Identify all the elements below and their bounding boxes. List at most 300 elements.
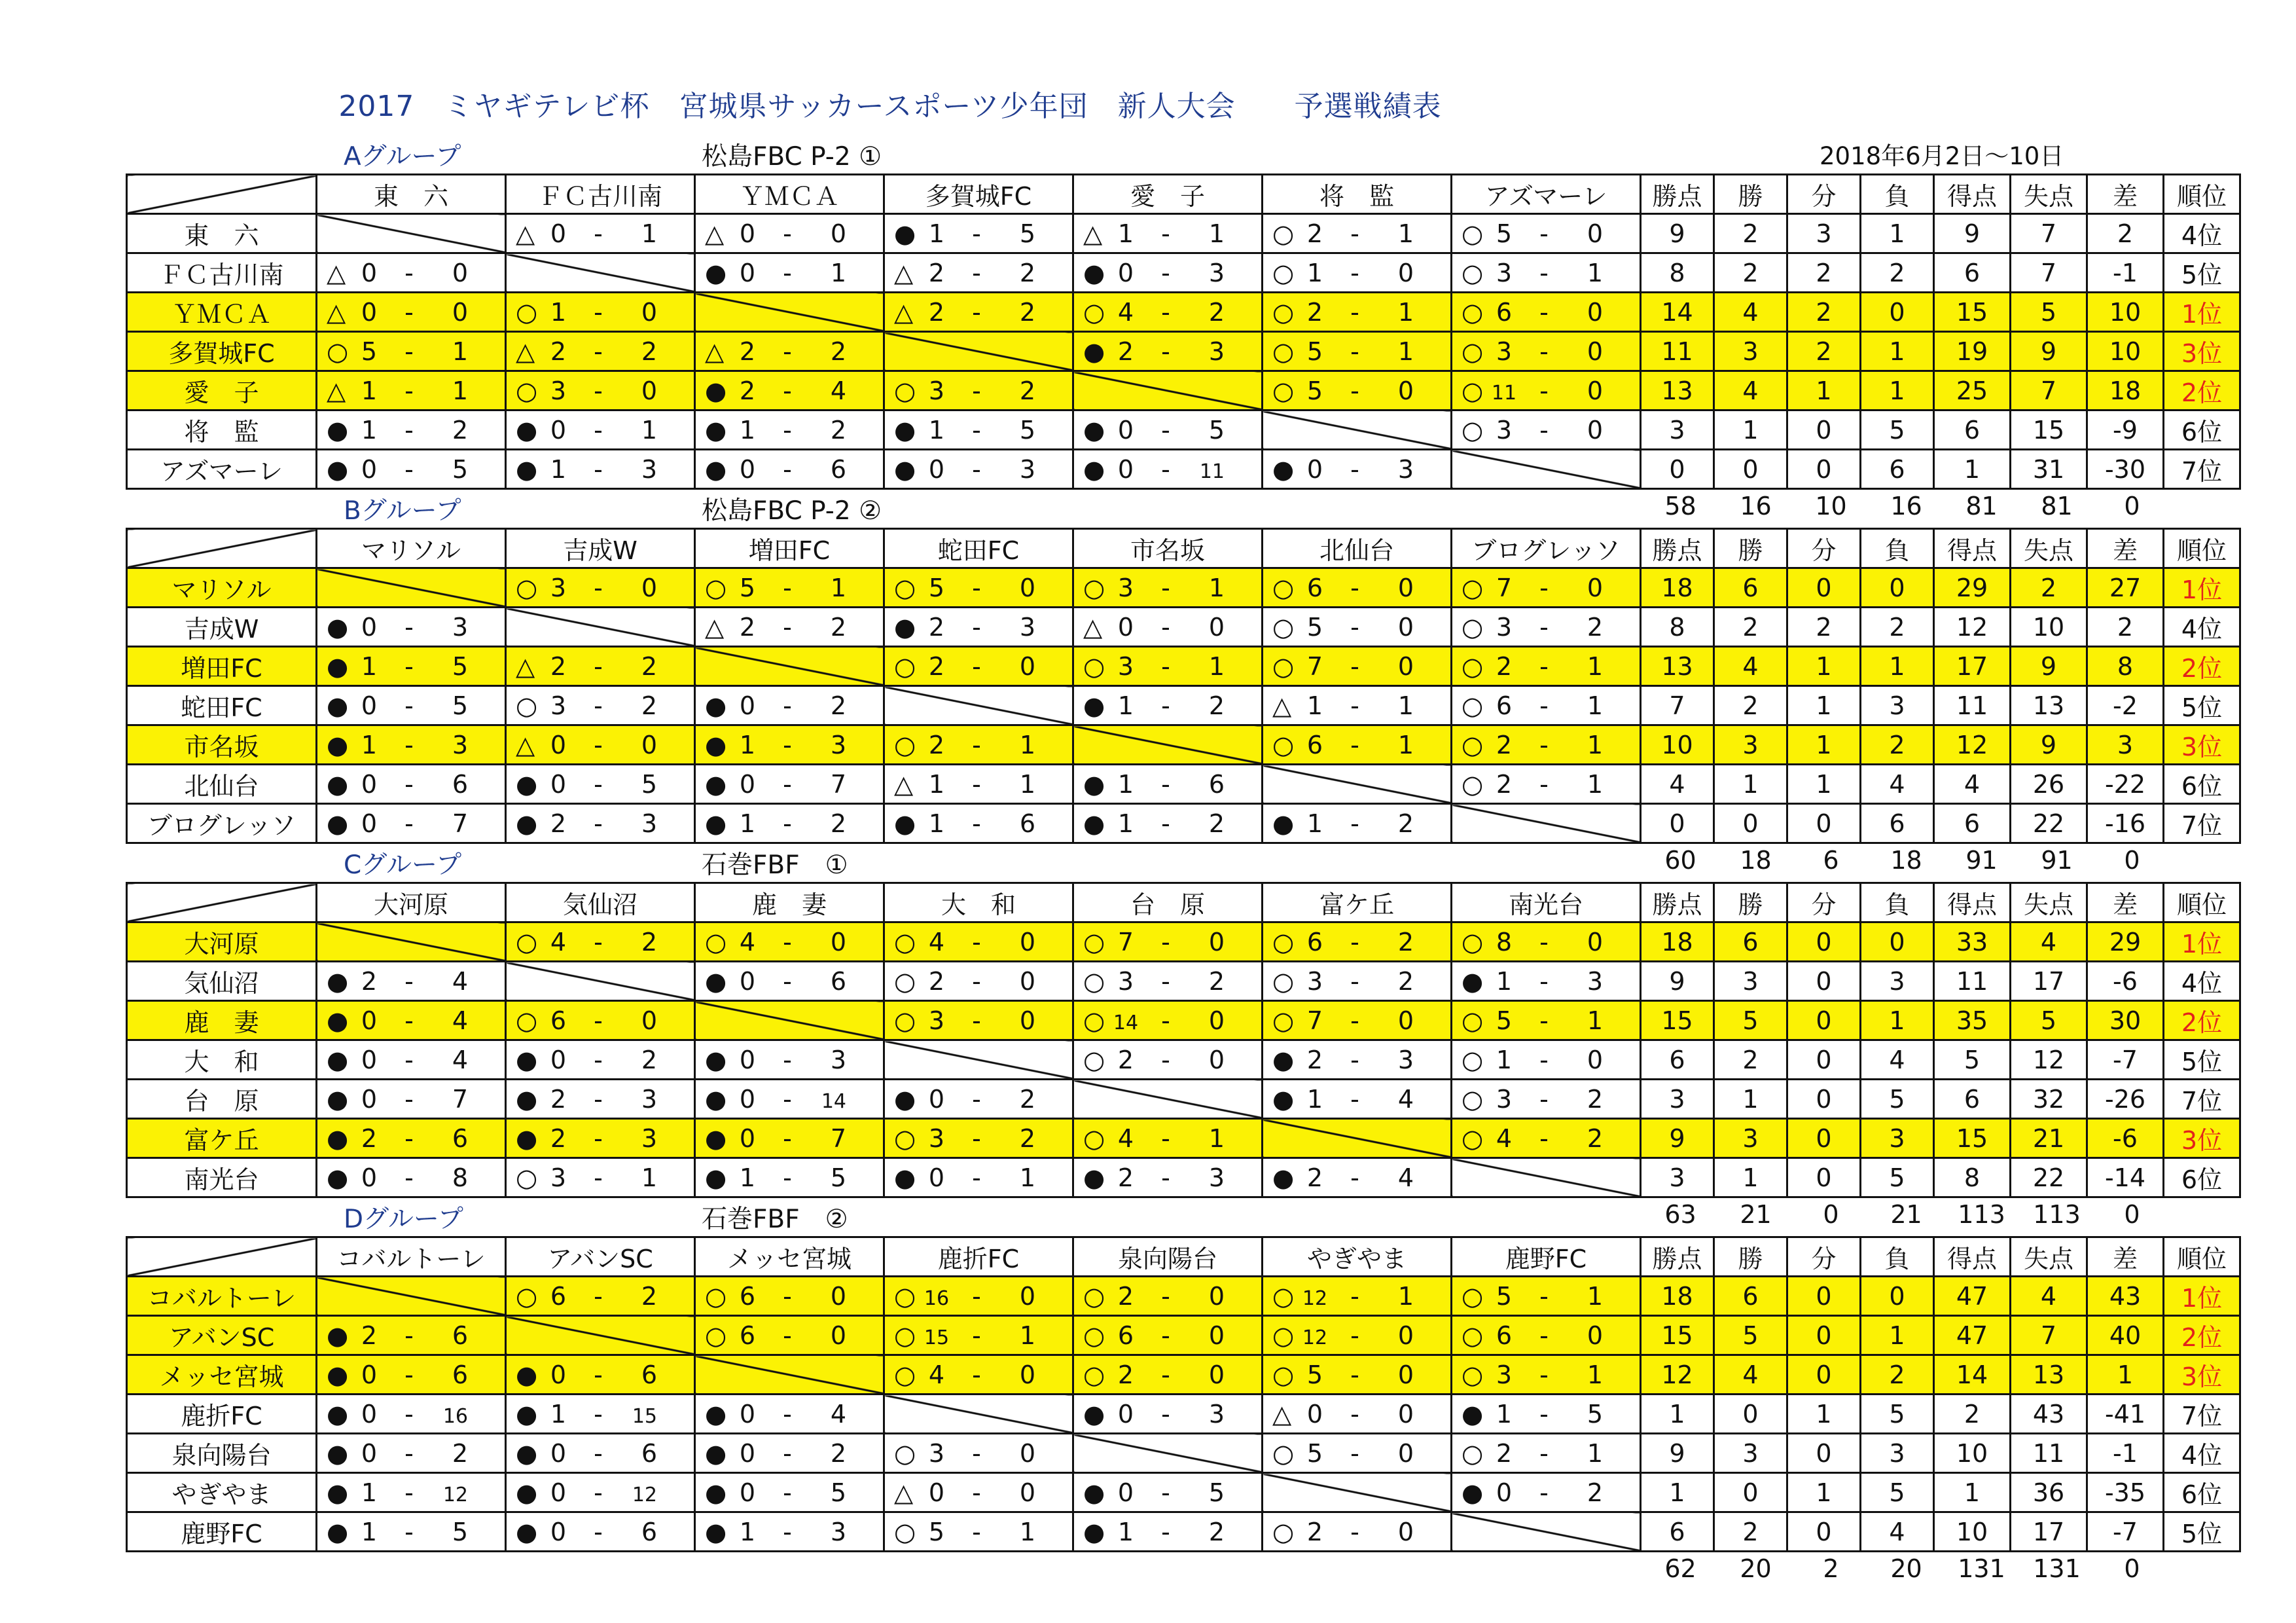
goals-for: 1 (928, 769, 945, 799)
goals-against: 2 (1208, 297, 1225, 327)
goals-against: 5 (452, 691, 468, 720)
goals-against: 6 (452, 1123, 468, 1153)
match-result (317, 371, 506, 410)
rank-cell: 1位 (2164, 293, 2240, 332)
result-mark: ○ (1272, 927, 1295, 957)
stat-cell: 12 (1934, 725, 2011, 765)
goals-for: 1 (1117, 809, 1134, 838)
goals-for: 6 (739, 1321, 756, 1350)
match-result (506, 686, 695, 725)
row-team-name: 大河原 (127, 922, 317, 962)
result-mark: ● (705, 691, 727, 720)
table-row (127, 1277, 2240, 1316)
score-dash: - (972, 1478, 981, 1507)
stat-cell: 8 (1641, 608, 1714, 647)
table-row (127, 253, 2240, 293)
goals-against: 2 (1208, 691, 1225, 720)
goals-for: 0 (550, 219, 567, 248)
stat-header: 差 (2087, 175, 2164, 214)
group-venue: 松島FBC P-2 ① (702, 142, 882, 172)
goals-for: 0 (739, 219, 756, 248)
goals-for: 6 (1496, 297, 1513, 327)
result-mark: ● (705, 454, 727, 484)
self-match-cell (1263, 410, 1452, 450)
result-mark: ○ (1462, 258, 1484, 287)
goals-against: 12 (632, 1483, 657, 1506)
stat-header: 失点 (2011, 883, 2087, 922)
match-result (317, 332, 506, 371)
goals-for: 5 (1496, 219, 1513, 248)
score-dash: - (783, 1438, 792, 1468)
rank-cell: 2位 (2164, 1001, 2240, 1040)
goals-against: 1 (1019, 730, 1035, 759)
stat-cell: -7 (2087, 1512, 2164, 1552)
stat-cell: -7 (2087, 1040, 2164, 1080)
row-team-name: やぎやま (127, 1473, 317, 1512)
result-mark: ● (1083, 691, 1105, 720)
match-result (695, 1040, 884, 1080)
goals-for: 3 (1117, 573, 1134, 602)
score-dash: - (404, 1045, 414, 1074)
stat-cell: 0 (1787, 804, 1861, 843)
group-name: Cグループ (344, 850, 462, 880)
goals-for: 5 (1496, 1006, 1513, 1035)
match-result (884, 1277, 1073, 1316)
row-team-name: 増田FC (127, 647, 317, 686)
goals-against: 1 (1208, 651, 1225, 681)
result-mark: △ (705, 337, 725, 366)
goals-against: 1 (830, 573, 846, 602)
stat-cell: 26 (2011, 765, 2087, 804)
match-result (317, 293, 506, 332)
goals-for: 2 (1117, 1045, 1134, 1074)
stat-cell: 12 (2011, 1040, 2087, 1080)
stat-cell: -41 (2087, 1395, 2164, 1434)
stat-cell: 7 (1641, 686, 1714, 725)
goals-for: 3 (1496, 337, 1513, 366)
match-result (1073, 1316, 1263, 1355)
goals-against: 1 (641, 415, 657, 445)
goals-against: 0 (1397, 376, 1414, 405)
score-dash: - (404, 1084, 414, 1114)
result-mark: ○ (1272, 1517, 1295, 1546)
goals-for: 7 (1496, 573, 1513, 602)
result-mark: ○ (1462, 1006, 1484, 1035)
match-result (1452, 214, 1641, 253)
total-value: 2 (1823, 1554, 1839, 1583)
stat-cell: 3 (1714, 1434, 1787, 1473)
result-mark: ○ (516, 297, 538, 327)
stat-cell: 40 (2087, 1316, 2164, 1355)
group-totals (1643, 492, 2170, 520)
corner-cell (127, 175, 317, 214)
column-team-header: 市名坂 (1073, 529, 1263, 568)
rank-cell: 7位 (2164, 1080, 2240, 1119)
self-match-cell (884, 686, 1073, 725)
goals-against: 0 (1397, 1438, 1414, 1468)
stat-cell: 9 (2011, 647, 2087, 686)
score-dash: - (783, 573, 792, 602)
stat-cell: 0 (1714, 1395, 1787, 1434)
stat-cell: 21 (2011, 1119, 2087, 1158)
goals-against: 0 (1397, 1321, 1414, 1350)
stat-cell: 0 (1861, 922, 1934, 962)
stat-cell: 18 (2087, 371, 2164, 410)
result-mark: ● (1272, 1084, 1295, 1114)
rank-cell: 3位 (2164, 332, 2240, 371)
stat-header: 差 (2087, 1237, 2164, 1277)
self-match-cell (884, 332, 1073, 371)
goals-for: 6 (1496, 1321, 1513, 1350)
score-dash: - (1161, 258, 1170, 287)
goals-against: 1 (1397, 730, 1414, 759)
score-dash: - (1539, 297, 1549, 327)
match-result (1073, 450, 1263, 489)
score-dash: - (1350, 219, 1359, 248)
score-dash: - (594, 1517, 603, 1546)
stat-cell: 0 (1714, 1473, 1787, 1512)
table-row (127, 1040, 2240, 1080)
match-result (1073, 1473, 1263, 1512)
stat-header: 得点 (1934, 175, 2011, 214)
stat-cell: 5 (2011, 293, 2087, 332)
goals-against: 3 (1397, 1045, 1414, 1074)
stat-cell: 18 (1641, 922, 1714, 962)
result-mark: ○ (516, 1006, 538, 1035)
stat-cell: 8 (2087, 647, 2164, 686)
match-result (695, 371, 884, 410)
column-team-header: 気仙沼 (506, 883, 695, 922)
column-team-header: 泉向陽台 (1073, 1237, 1263, 1277)
goals-against: 15 (632, 1404, 657, 1428)
score-dash: - (1539, 1321, 1549, 1350)
match-result (1263, 371, 1452, 410)
result-mark: ○ (894, 573, 916, 602)
result-mark: △ (516, 219, 535, 248)
goals-against: 3 (641, 809, 657, 838)
goals-against: 2 (1587, 1084, 1603, 1114)
goals-for: 2 (1306, 297, 1323, 327)
result-mark: ○ (1462, 219, 1484, 248)
stat-cell: 1 (1714, 765, 1787, 804)
stat-cell: 0 (1787, 1119, 1861, 1158)
stat-cell: 6 (1714, 1277, 1787, 1316)
goals-for: 0 (1117, 1399, 1134, 1429)
match-result (1452, 332, 1641, 371)
result-mark: ○ (1272, 1438, 1295, 1468)
result-mark: ● (894, 1163, 916, 1192)
result-mark: ● (1462, 966, 1484, 996)
stat-header: 勝点 (1641, 1237, 1714, 1277)
match-result (506, 1080, 695, 1119)
goals-for: 2 (1306, 219, 1323, 248)
result-mark: ○ (1083, 297, 1105, 327)
goals-for: 4 (1117, 1123, 1134, 1153)
goals-against: 4 (830, 1399, 846, 1429)
goals-against: 2 (1019, 376, 1035, 405)
goals-against: 1 (1587, 1281, 1603, 1311)
match-result (695, 410, 884, 450)
goals-against: 0 (452, 297, 468, 327)
rank-cell: 5位 (2164, 1040, 2240, 1080)
results-table (126, 1236, 2241, 1552)
match-result (506, 332, 695, 371)
goals-for: 0 (739, 691, 756, 720)
score-dash: - (1161, 1123, 1170, 1153)
goals-for: 0 (739, 966, 756, 996)
goals-for: 7 (1306, 651, 1323, 681)
goals-for: 1 (361, 1517, 378, 1546)
table-row (127, 765, 2240, 804)
goals-for: 15 (924, 1326, 950, 1349)
table-row (127, 293, 2240, 332)
result-mark: ● (1083, 1163, 1105, 1192)
goals-against: 0 (830, 219, 846, 248)
goals-against: 7 (452, 1084, 468, 1114)
group-totals (1643, 846, 2170, 875)
stat-cell: 1 (1641, 1473, 1714, 1512)
goals-against: 0 (830, 927, 846, 957)
match-result (1263, 1355, 1452, 1395)
stat-cell: 0 (1861, 293, 1934, 332)
stat-cell: 22 (2011, 1158, 2087, 1197)
results-table (126, 882, 2241, 1198)
match-result (884, 1434, 1073, 1473)
stat-cell: 0 (1787, 1355, 1861, 1395)
result-mark: ○ (1462, 337, 1484, 366)
score-dash: - (783, 415, 792, 445)
match-result (506, 214, 695, 253)
score-dash: - (783, 1123, 792, 1153)
stat-cell: 7 (2011, 253, 2087, 293)
row-team-name: ＦＣ古川南 (127, 253, 317, 293)
self-match-cell (1263, 765, 1452, 804)
stat-cell: 4 (1934, 765, 2011, 804)
goals-for: 0 (1117, 258, 1134, 287)
score-dash: - (594, 927, 603, 957)
score-dash: - (1539, 337, 1549, 366)
match-result (317, 1355, 506, 1395)
match-result (506, 1158, 695, 1197)
goals-for: 3 (928, 1438, 945, 1468)
score-dash: - (404, 258, 414, 287)
goals-against: 5 (830, 1163, 846, 1192)
score-dash: - (783, 1163, 792, 1192)
stat-cell: 1 (1861, 332, 1934, 371)
row-team-name: ブログレッソ (127, 804, 317, 843)
match-result (1452, 253, 1641, 293)
self-match-cell (506, 253, 695, 293)
goals-for: 2 (739, 337, 756, 366)
stat-cell: -6 (2087, 1119, 2164, 1158)
goals-against: 1 (1208, 573, 1225, 602)
self-match-cell (317, 1277, 506, 1316)
stat-cell: 15 (1641, 1316, 1714, 1355)
goals-for: 3 (1117, 966, 1134, 996)
goals-for: 0 (361, 1360, 378, 1389)
goals-against: 1 (1019, 769, 1035, 799)
score-dash: - (972, 966, 981, 996)
goals-for: 0 (928, 1478, 945, 1507)
match-result (1263, 1512, 1452, 1552)
result-mark: ○ (1462, 612, 1484, 642)
match-result (1263, 647, 1452, 686)
result-mark: ● (894, 612, 916, 642)
match-result (506, 293, 695, 332)
goals-for: 5 (1306, 1360, 1323, 1389)
header-row (127, 175, 2240, 214)
goals-against: 6 (1019, 809, 1035, 838)
stat-cell: 5 (1861, 1080, 1934, 1119)
stat-cell: 47 (1934, 1316, 2011, 1355)
score-dash: - (1350, 1006, 1359, 1035)
goals-for: 2 (1496, 1438, 1513, 1468)
goals-for: 2 (550, 1084, 567, 1114)
result-mark: ○ (894, 1123, 916, 1153)
goals-for: 2 (928, 612, 945, 642)
stat-cell: 3 (1861, 686, 1934, 725)
match-result (506, 1001, 695, 1040)
result-mark: △ (1083, 219, 1103, 248)
goals-against: 2 (641, 337, 657, 366)
goals-for: 0 (361, 691, 378, 720)
stat-cell: 10 (1934, 1434, 2011, 1473)
match-result (1452, 1355, 1641, 1395)
stat-cell: 2 (1861, 1355, 1934, 1395)
goals-for: 3 (928, 376, 945, 405)
match-result (1263, 922, 1452, 962)
result-mark: ● (327, 1163, 349, 1192)
stat-cell: 18 (1641, 1277, 1714, 1316)
stat-cell: 9 (2011, 725, 2087, 765)
stat-cell: 7 (2011, 1316, 2087, 1355)
stat-cell: 35 (1934, 1001, 2011, 1040)
score-dash: - (1350, 612, 1359, 642)
goals-for: 2 (1496, 730, 1513, 759)
total-value: 81 (2041, 492, 2073, 520)
stat-cell: 29 (1934, 568, 2011, 608)
result-mark: ● (1083, 454, 1105, 484)
stat-cell: 0 (1714, 450, 1787, 489)
goals-against: 3 (641, 1084, 657, 1114)
row-team-name: 蛇田FC (127, 686, 317, 725)
stat-cell: 0 (1787, 922, 1861, 962)
goals-against: 0 (830, 1321, 846, 1350)
goals-for: 12 (1302, 1326, 1328, 1349)
match-result (884, 1473, 1073, 1512)
match-result (1073, 253, 1263, 293)
goals-for: 3 (1117, 651, 1134, 681)
row-team-name: マリソル (127, 568, 317, 608)
result-mark: ○ (1272, 376, 1295, 405)
goals-for: 0 (739, 1084, 756, 1114)
stat-cell: -6 (2087, 962, 2164, 1001)
goals-against: 5 (452, 454, 468, 484)
results-table (126, 528, 2241, 844)
table-row (127, 1512, 2240, 1552)
result-mark: ○ (1272, 612, 1295, 642)
match-result (506, 804, 695, 843)
score-dash: - (1161, 1006, 1170, 1035)
result-mark: ○ (894, 1006, 916, 1035)
match-result (506, 1434, 695, 1473)
match-result (695, 922, 884, 962)
goals-against: 2 (1208, 809, 1225, 838)
goals-for: 1 (739, 1163, 756, 1192)
score-dash: - (1350, 730, 1359, 759)
stat-cell: 1 (1787, 371, 1861, 410)
goals-for: 5 (739, 573, 756, 602)
stat-cell: 2 (1714, 608, 1787, 647)
match-result (1263, 568, 1452, 608)
stat-cell: 4 (1641, 765, 1714, 804)
column-team-header: コバルトーレ (317, 1237, 506, 1277)
goals-against: 2 (1019, 258, 1035, 287)
score-dash: - (1161, 219, 1170, 248)
result-mark: ○ (705, 1321, 727, 1350)
goals-for: 1 (1306, 691, 1323, 720)
row-team-name: メッセ宮城 (127, 1355, 317, 1395)
goals-for: 2 (928, 730, 945, 759)
group-name: Aグループ (344, 142, 461, 172)
goals-against: 7 (830, 769, 846, 799)
result-mark: ● (1083, 769, 1105, 799)
score-dash: - (783, 1281, 792, 1311)
match-result (317, 1512, 506, 1552)
match-result (317, 1473, 506, 1512)
goals-against: 0 (1587, 219, 1603, 248)
stat-cell: 1 (1934, 450, 2011, 489)
score-dash: - (404, 612, 414, 642)
goals-against: 7 (452, 809, 468, 838)
score-dash: - (1161, 415, 1170, 445)
total-value: 81 (1965, 492, 1998, 520)
match-result (1452, 1080, 1641, 1119)
score-dash: - (1539, 1006, 1549, 1035)
match-result (884, 568, 1073, 608)
score-dash: - (972, 415, 981, 445)
match-result (884, 725, 1073, 765)
goals-against: 5 (641, 769, 657, 799)
result-mark: ● (327, 1478, 349, 1507)
match-result (1452, 371, 1641, 410)
stat-cell: 13 (1641, 647, 1714, 686)
goals-against: 1 (1587, 258, 1603, 287)
row-team-name: 気仙沼 (127, 962, 317, 1001)
goals-for: 7 (1117, 927, 1134, 957)
stat-cell: 10 (1641, 725, 1714, 765)
result-mark: △ (516, 337, 535, 366)
goals-against: 0 (1397, 1006, 1414, 1035)
goals-for: 5 (1306, 612, 1323, 642)
match-result (1073, 1119, 1263, 1158)
total-value: 20 (1890, 1554, 1922, 1583)
result-mark: ○ (1083, 1321, 1105, 1350)
score-dash: - (404, 415, 414, 445)
goals-against: 2 (830, 415, 846, 445)
match-result (506, 1040, 695, 1080)
match-result (1452, 1395, 1641, 1434)
score-dash: - (783, 966, 792, 996)
self-match-cell (1452, 450, 1641, 489)
row-team-name: 南光台 (127, 1158, 317, 1197)
stat-cell: 3 (1714, 332, 1787, 371)
column-team-header: 愛 子 (1073, 175, 1263, 214)
result-mark: ○ (705, 927, 727, 957)
score-dash: - (972, 769, 981, 799)
goals-for: 0 (1117, 612, 1134, 642)
goals-against: 2 (1587, 1478, 1603, 1507)
